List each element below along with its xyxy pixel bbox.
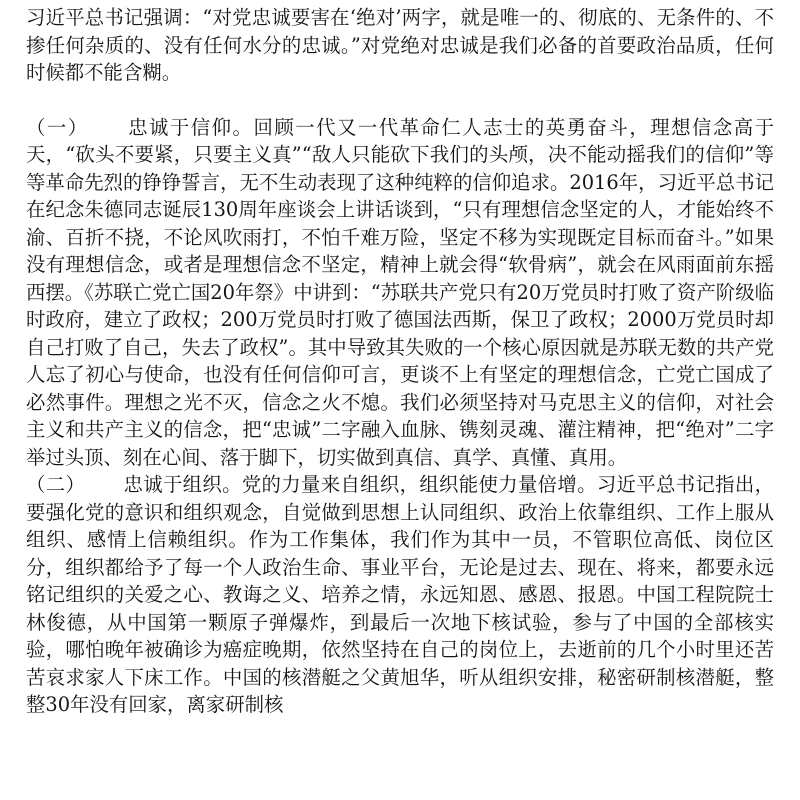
intro-text: 习近平总书记强调：“对党忠诚要害在‘绝对’两字，就是唯一的、彻底的、无条件的、不掺任何杂质的、没有任何水分的忠诚。”对党绝对忠诚是我们必备的首要政治品质，任何时候都不能含糊。 — [26, 6, 774, 84]
section-1-marker: （一） — [26, 115, 89, 139]
document-body — [26, 4, 774, 719]
section-1-paragraph — [26, 114, 774, 472]
intro-paragraph — [26, 4, 774, 87]
section-2-body: 忠诚于组织。党的力量来自组织，组织能使力量倍增。习近平总书记指出，要强化党的意识和组织观念，自觉做到思想上认同组织、政治上依靠组织、工作上服从组织、感情上信赖组织。作为工作集体，我们作为其中一员，不管职位高低、岗位区分，组织都给予了每一个人政治生命、事业平台，无论是过去、现在、将来，都要永远铭记组织的关爱之心、教诲之义、培养之情，永远知恩、感恩、报恩。中国工程院院士林俊德，从中国第一颗原子弹爆炸，到最后一次地下核试验，参与了中国的全部核实验，哪怕晚年被确诊为癌症晚期，依然坚持在自己的岗位上，去逝前的几个小时里还苦苦哀求家人下床工作。中国的核潜艇之父黄旭华，听从组织安排，秘密研制核潜艇，整整30年没有回家，离家研制核 — [26, 473, 775, 716]
section-1-body: 忠诚于信仰。回顾一代又一代革命仁人志士的英勇奋斗，理想信念高于天，“砍头不要紧，只要主义真”“敌人只能砍下我们的头颅，决不能动摇我们的信仰”等等革命先烈的铮铮誓言，无不生动表现了这种纯粹的信仰追求。2016年，习近平总书记在纪念朱德同志诞辰130周年座谈会上讲话谈到，“只有理想信念坚定的人，才能始终不渝、百折不挠，不论风吹雨打，不怕千难万险，坚定不移为实现既定目标而奋斗。”如果没有理想信念，或者是理想信念不坚定，精神上就会得“软骨病”，就会在风雨面前东摇西摆。《苏联亡党亡国20年祭》中讲到：“苏联共产党只有20万党员时打败了资产阶级临时政府，建立了政权；200万党员时打败了德国法西斯，保卫了政权；2000万党员时却自己打败了自己，失去了政权”。其中导致其失败的一个核心原因就是苏联无数的共产党人忘了初心与使命，也没有任何信仰可言，更谈不上有坚定的理想信念，亡党亡国成了必然事件。理想之光不灭，信念之火不熄。我们必须坚持对马克思主义的信仰，对社会主义和共产主义的信念，把“忠诚”二字融入血脉、镌刻灵魂、灌注精神，把“绝对”二字举过头顶、刻在心间、落于脚下，切实做到真信、真学、真懂、真用。 — [26, 115, 775, 469]
section-2-marker: （二） — [26, 473, 86, 496]
section-2-paragraph — [26, 471, 774, 719]
